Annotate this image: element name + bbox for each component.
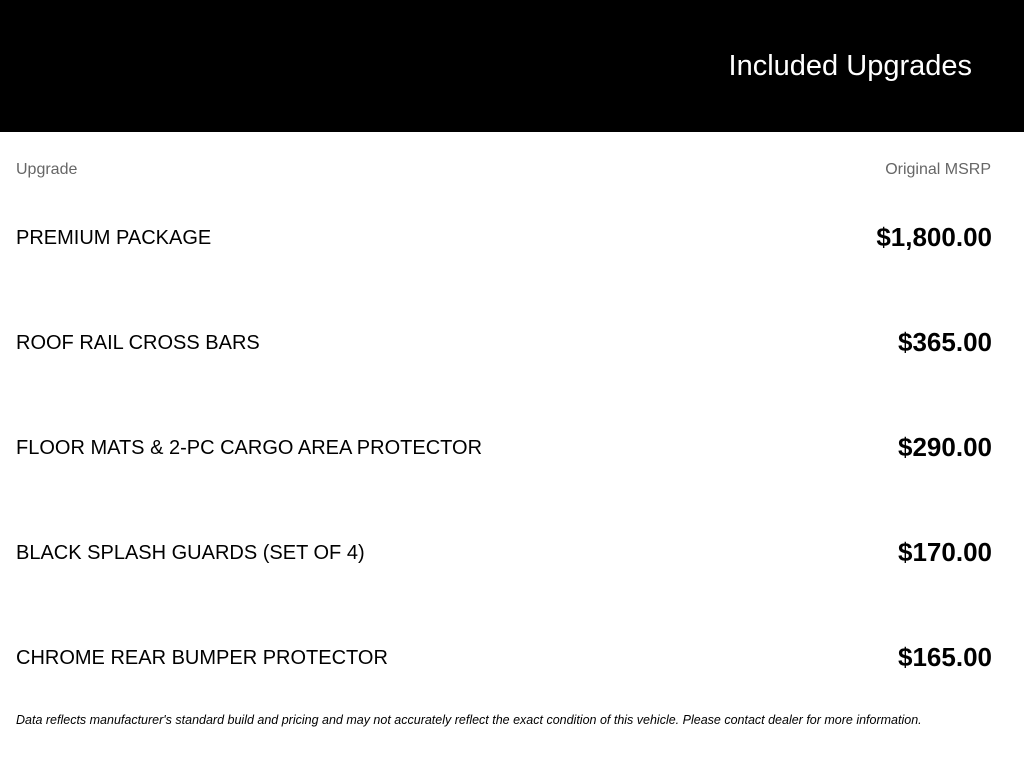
upgrade-name: PREMIUM PACKAGE bbox=[16, 227, 212, 249]
upgrade-price: $365.00 bbox=[898, 327, 992, 357]
upgrade-row bbox=[0, 637, 1024, 677]
upgrade-name: CHROME REAR BUMPER PROTECTOR bbox=[16, 647, 388, 669]
page-title: Included Upgrades bbox=[728, 50, 972, 82]
upgrade-row bbox=[0, 532, 1024, 572]
header-banner bbox=[0, 0, 1024, 132]
upgrade-name: ROOF RAIL CROSS BARS bbox=[16, 332, 260, 354]
upgrade-price: $1,800.00 bbox=[876, 222, 992, 252]
disclaimer-text: Data reflects manufacturer's standard build and pricing and may not accurately reflect the exact condition of this vehicle. Please contact dealer for more information. bbox=[16, 713, 922, 727]
upgrade-price: $290.00 bbox=[898, 432, 992, 462]
upgrade-row bbox=[0, 217, 1024, 257]
upgrade-price: $170.00 bbox=[898, 537, 992, 567]
column-header-msrp: Original MSRP bbox=[885, 161, 991, 178]
upgrade-row bbox=[0, 427, 1024, 467]
upgrade-name: FLOOR MATS & 2-PC CARGO AREA PROTECTOR bbox=[16, 437, 483, 459]
upgrade-name: BLACK SPLASH GUARDS (SET OF 4) bbox=[16, 542, 365, 564]
upgrade-price: $165.00 bbox=[898, 642, 992, 672]
upgrade-row bbox=[0, 322, 1024, 362]
column-header-upgrade: Upgrade bbox=[16, 161, 78, 178]
